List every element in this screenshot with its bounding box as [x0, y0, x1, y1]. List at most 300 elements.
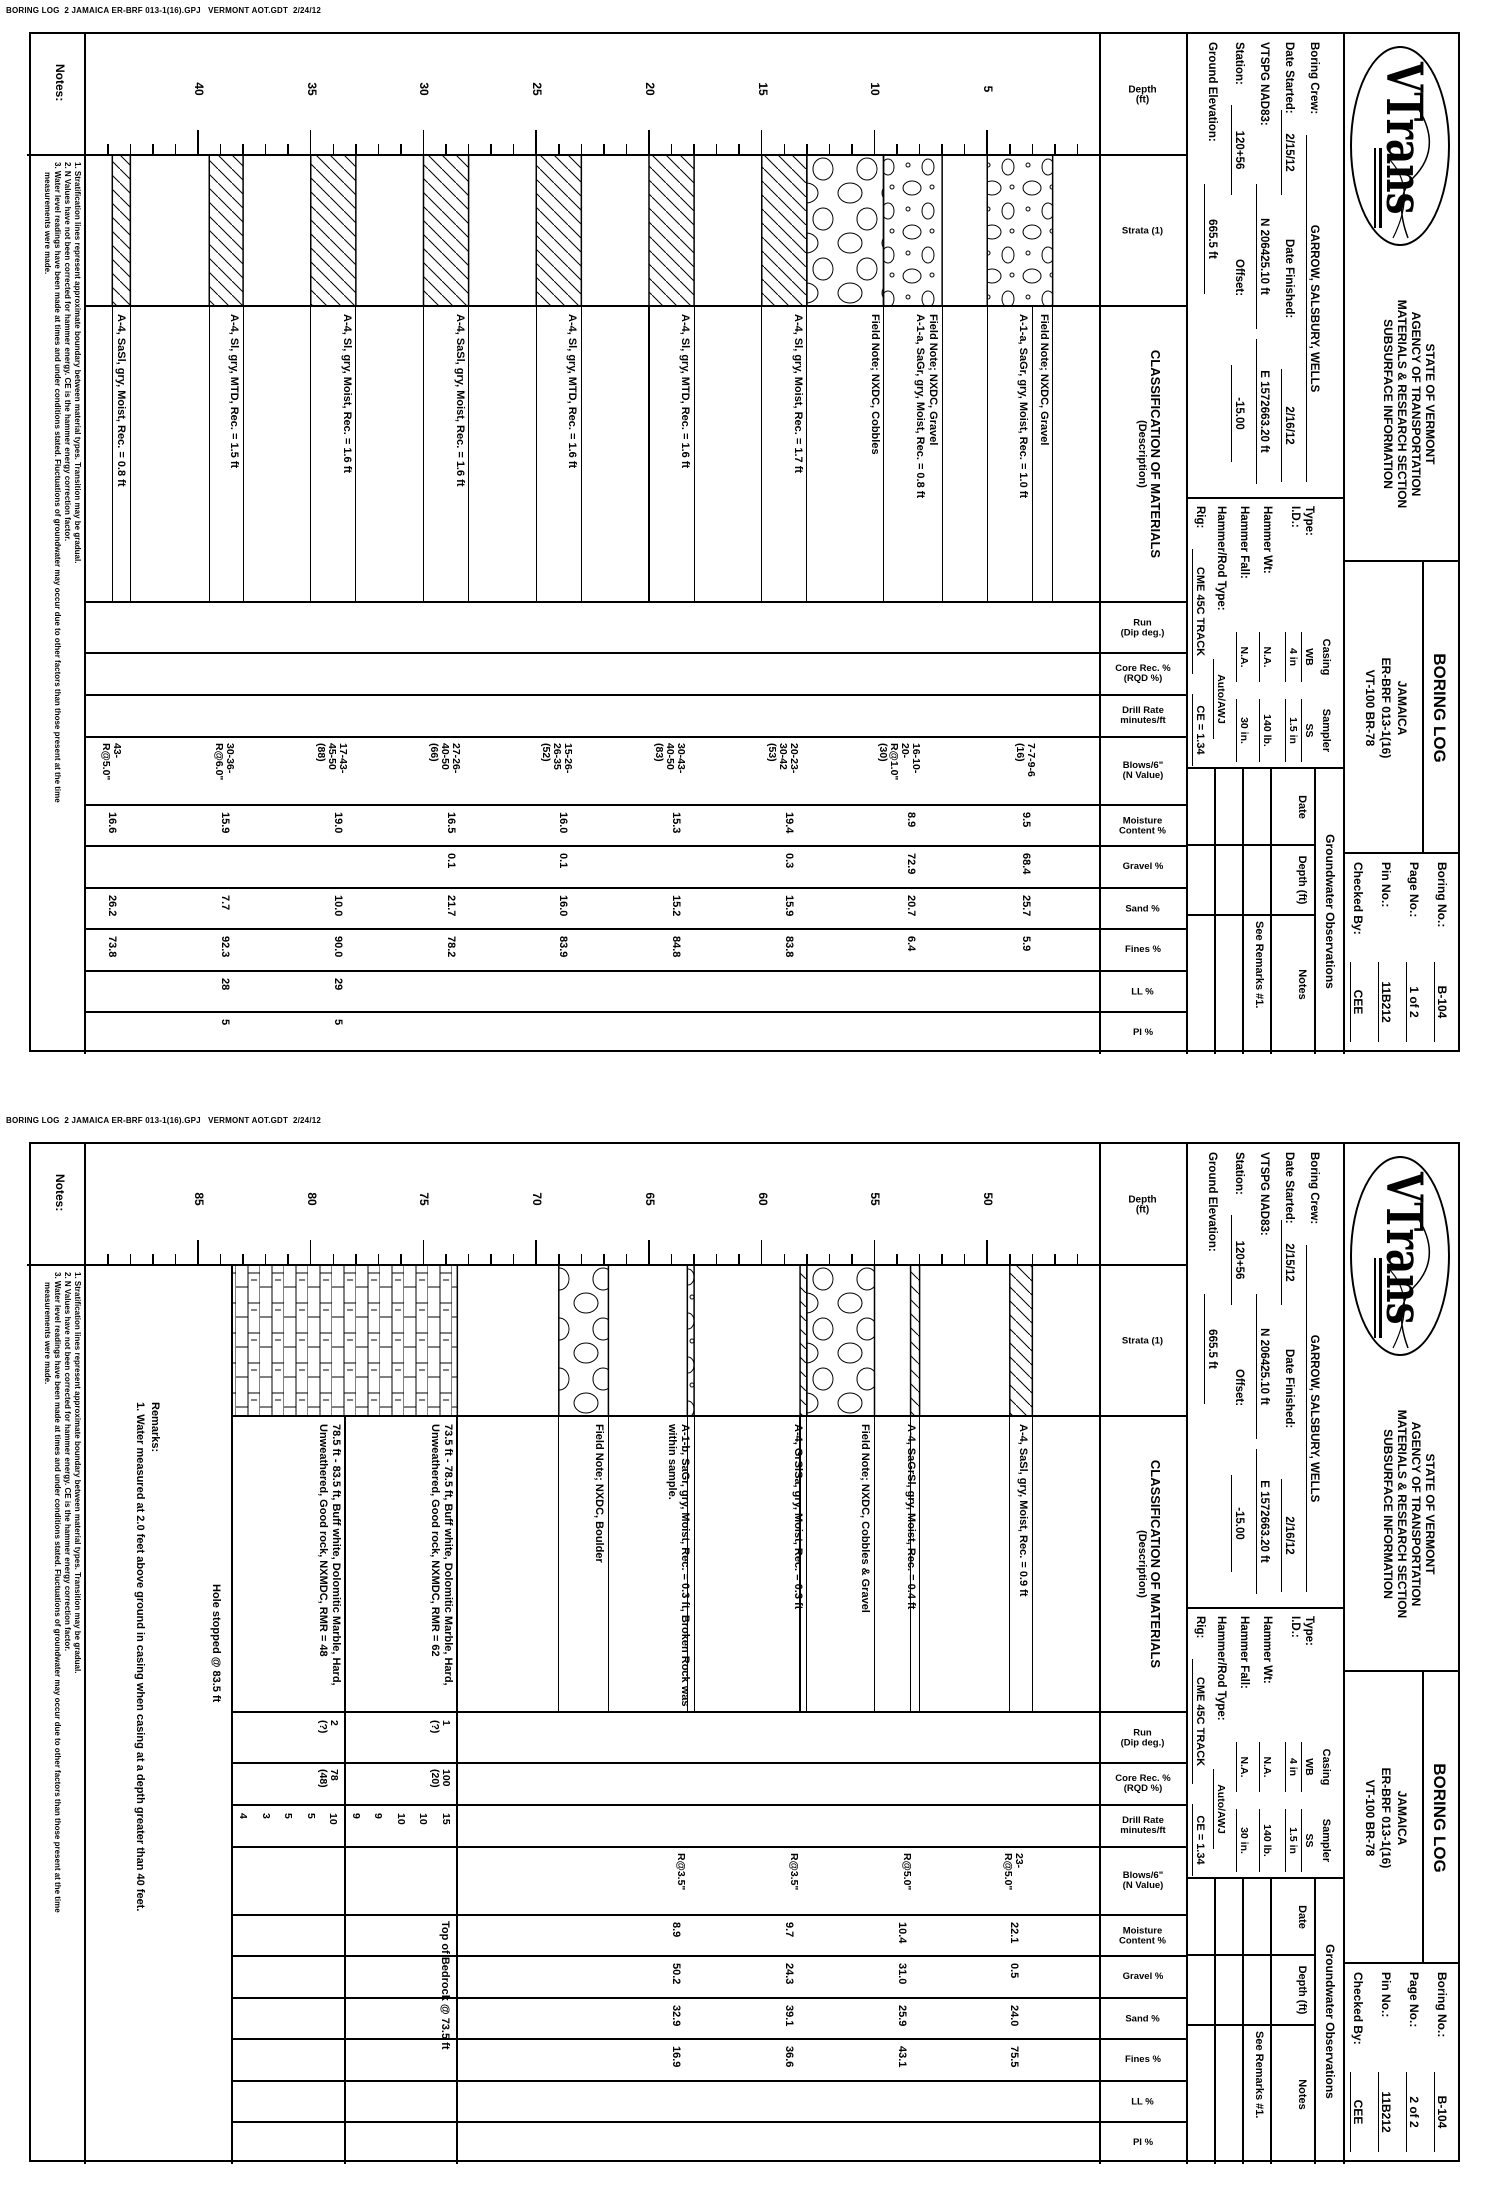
run-number: [317, 1720, 339, 1733]
material-description: [665, 1424, 691, 1707]
depth-tick-minor: [671, 144, 673, 155]
moisture-value: 22.1: [1008, 1922, 1021, 1944]
project-line: VT-100 BR-78: [1363, 1779, 1377, 1857]
rule-line: [355, 306, 356, 602]
depth-label: 75: [417, 1192, 432, 1206]
depth-tick-major: [648, 130, 650, 155]
groundwater-column-header: Depth (ft): [1296, 1965, 1308, 2015]
note-line: 3. Water level readings have been made at times and under conditions stated. Fluctuations of groundwater may occur due to other factors than those present at the time: [53, 162, 62, 803]
boring-id-value: CEE: [1350, 962, 1364, 1042]
blow-counts: [675, 1853, 686, 1890]
groundwater-title: Groundwater Observations: [1323, 1944, 1337, 2099]
strata-cobbles: [807, 155, 884, 306]
depth-tick-minor: [671, 1254, 673, 1265]
info-value: GARROW, SALSBURY, WELLS: [1306, 135, 1320, 482]
equipment-label: Hammer/Rod Type:: [1215, 1616, 1227, 1721]
boring-id-label: Checked By:: [1351, 1972, 1365, 2045]
material-description: [114, 314, 127, 487]
drill-rate-value: 10: [327, 1813, 340, 1825]
sand-value: 20.7: [904, 895, 917, 917]
blow-counts: [901, 1853, 912, 1890]
boring-id-value: 11B212: [1378, 2072, 1392, 2152]
sand-value: 32.9: [670, 2005, 683, 2027]
core-recovery: [429, 1769, 451, 1788]
column-header-fines: [1100, 2039, 1186, 2081]
rule-line: [85, 1011, 1100, 1013]
vtrans-logo: [1350, 46, 1450, 246]
column-header-label: minutes/ft: [1120, 1825, 1166, 1836]
ce-value: CE = 1.34: [1192, 1804, 1206, 1876]
column-header-classification: (Description): [1136, 1530, 1148, 1598]
depth-tick-minor: [738, 1254, 740, 1265]
drill-rate-value: 10: [394, 1813, 407, 1825]
strata-column-graphic: [85, 155, 1100, 306]
info-label: Boring Crew:: [1308, 42, 1320, 115]
rule-line: [694, 306, 695, 602]
description-line: A-4, SaSl, gry, Moist, Rec. = 1.6 ft: [453, 314, 466, 487]
rule-line: [608, 1416, 609, 1712]
depth-tick-minor: [851, 1254, 853, 1265]
blow-counts: [100, 743, 122, 780]
column-header-label: Content %: [1119, 824, 1167, 836]
rule-line: [1009, 1416, 1010, 1712]
depth-tick-minor: [152, 1254, 154, 1265]
strata-cobbles: [807, 1265, 875, 1416]
casing-value: 4 in: [1285, 1742, 1299, 1792]
column-header-drill: [1100, 695, 1186, 737]
drill-rate-value: 15: [440, 1813, 453, 1825]
blow-counts: [213, 743, 235, 780]
rule-line: [232, 1762, 1100, 1764]
rule-line: [232, 2121, 1100, 2123]
logo-text: VTrans: [1375, 62, 1434, 215]
blow-count-line: 23-: [1013, 1853, 1026, 1869]
hammer-rod-type-value: Auto/AWJ: [1213, 1769, 1227, 1849]
equipment-label: Hammer/Rod Type:: [1215, 506, 1227, 611]
column-header-classification: CLASSIFICATION OF MATERIALS: [1148, 349, 1163, 559]
casing-value: N.A.: [1259, 632, 1273, 682]
agency-line: MATERIALS & RESEARCH SECTION: [1395, 1409, 1409, 1619]
fines-value: 84.8: [670, 936, 683, 958]
depth-tick-minor: [490, 144, 492, 155]
groundwater-block: [1186, 1879, 1343, 2164]
depth-tick-minor: [513, 1254, 515, 1265]
core-line: (48): [316, 1769, 329, 1788]
gravel-value: 31.0: [895, 1963, 908, 1985]
info-label: VTSPG NAD83:: [1258, 1152, 1270, 1236]
sand-value: 26.2: [106, 895, 119, 917]
depth-tick-minor: [941, 1254, 943, 1265]
depth-tick-major: [874, 1240, 876, 1265]
depth-tick-major: [310, 130, 312, 155]
gravel-value: 0.1: [557, 853, 570, 869]
strata-column-graphic: [85, 1265, 1100, 1416]
column-header-label: Sand %: [1125, 2012, 1161, 2024]
rule-line: [558, 1416, 559, 1712]
column-header-depth: [1100, 1144, 1186, 1265]
depth-tick-minor: [1032, 144, 1034, 155]
boring-log-title: BORING LOG: [1430, 1763, 1449, 1873]
depth-label: 60: [755, 1192, 770, 1206]
description-line: A-4, Sl, gry, Moist, Rec. = 1.6 ft: [340, 314, 353, 474]
file-caption: BORING LOG 2 JAMAICA ER-BRF 013-1(16).GPJ VERMONT AOT.GDT 2/24/12: [6, 1116, 322, 1125]
boring-id-label: Page No.:: [1407, 862, 1421, 918]
depth-label: 35: [304, 82, 319, 96]
depth-tick-minor: [1009, 144, 1011, 155]
gravel-value: 0.3: [782, 853, 795, 869]
depth-tick-minor: [445, 1254, 447, 1265]
blow-counts: [653, 743, 686, 773]
moisture-value: 15.3: [670, 812, 683, 834]
depth-label: 15: [755, 82, 770, 96]
description-line: Unweathered, Good rock, NXMDC, RMR = 62: [429, 1424, 442, 1657]
rule-line: [1242, 769, 1244, 1054]
rule-line: [694, 1416, 695, 1712]
agency-line: AGENCY OF TRANSPORTATION: [1409, 311, 1423, 497]
boring-id-value: 2 of 2: [1406, 2072, 1420, 2152]
rule-line: [1032, 306, 1033, 602]
depth-tick-minor: [829, 1254, 831, 1265]
rule-line: [648, 306, 649, 602]
blow-count-line: 17-43-: [336, 743, 349, 774]
casing-value: 4 in: [1285, 632, 1299, 682]
equipment-label: Type:: [1303, 1616, 1315, 1646]
depth-label: 55: [868, 1192, 883, 1206]
depth-tick-minor: [693, 144, 695, 155]
column-header-sand: [1100, 1998, 1186, 2039]
blow-count-line: R@3.5": [787, 1853, 800, 1891]
info-value: N 206425.10 ft: [1256, 184, 1270, 329]
blow-count-line: 26-35: [551, 743, 564, 770]
info-value: -15.00: [1231, 365, 1245, 462]
depth-label: 20: [643, 82, 657, 96]
column-header-label: Fines %: [1125, 2054, 1161, 2065]
column-header-run: [1100, 602, 1186, 653]
column-header-classification: CLASSIFICATION OF MATERIALS: [1148, 1459, 1163, 1669]
project-line: ER-BRF 013-1(16): [1379, 1767, 1393, 1869]
depth-tick-minor: [603, 1254, 605, 1265]
ll-value: 29: [331, 978, 344, 991]
gravel-value: 24.3: [782, 1963, 795, 1985]
project-line: JAMAICA: [1395, 680, 1409, 736]
moisture-value: 8.9: [670, 1922, 683, 1938]
column-header-core: [1100, 1763, 1186, 1805]
fines-value: 90.0: [331, 936, 344, 958]
material-description: [859, 1424, 872, 1613]
column-header-drill: [1100, 1805, 1186, 1847]
blow-count-line: 16-10-: [909, 743, 922, 774]
drill-rate-value: 4: [237, 1813, 250, 1819]
column-header-core: [1100, 653, 1186, 695]
depth-tick-major: [536, 130, 538, 155]
blow-count-line: (66): [427, 743, 440, 762]
sand-value: 10.0: [331, 895, 344, 917]
material-description: [227, 314, 240, 468]
column-header-ll: [1100, 971, 1186, 1012]
column-header-strata: [1100, 155, 1186, 306]
agency-line: STATE OF VERMONT: [1423, 343, 1437, 465]
depth-tick-minor: [220, 1254, 222, 1265]
rule-line: [84, 1144, 87, 2164]
material-description: [1016, 314, 1029, 498]
depth-tick-minor: [784, 144, 786, 155]
info-value: GARROW, SALSBURY, WELLS: [1306, 1245, 1320, 1592]
depth-tick-minor: [107, 144, 109, 155]
rule-line: [232, 1846, 1100, 1848]
boring-id-label: Pin No.:: [1379, 862, 1393, 908]
column-header-label: (RQD %): [1123, 673, 1163, 684]
description-line: Field Note; NXDC, Gravel: [1037, 314, 1050, 446]
moisture-value: 10.4: [895, 1922, 908, 1944]
column-header-run: [1100, 1712, 1186, 1763]
column-header-label: (RQD %): [1123, 1783, 1163, 1794]
column-header-fines: [1100, 929, 1186, 971]
description-line: A-4, Sl, gry, MTD, Rec. = 1.6 ft: [566, 314, 579, 469]
sampler-value: 30 in.: [1236, 699, 1250, 762]
column-header-label: (N Value): [1122, 770, 1164, 781]
strata-silt: [800, 1265, 807, 1416]
depth-tick-major: [310, 1240, 312, 1265]
sand-value: 25.7: [1019, 895, 1032, 917]
depth-tick-minor: [130, 1254, 132, 1265]
column-header-label: Core Rec. %: [1115, 1773, 1171, 1784]
blow-count-line: 20-23-: [787, 743, 800, 774]
info-value: 2/16/12: [1281, 1479, 1295, 1592]
column-header-label: Gravel %: [1122, 861, 1164, 872]
equipment-label: Hammer Wt:: [1261, 1616, 1273, 1684]
drill-rate-value: 5: [282, 1813, 295, 1819]
gravel-value: 72.9: [904, 853, 917, 875]
rig-value: CME 45C TRACK: [1192, 1659, 1206, 1784]
blow-count-line: R@5.0": [100, 743, 113, 781]
info-value: -15.00: [1231, 1475, 1245, 1572]
blow-counts: [428, 743, 461, 773]
depth-tick-minor: [716, 144, 718, 155]
rule-line: [874, 1416, 875, 1712]
column-header-label: (ft): [1136, 93, 1150, 105]
info-label: Date Finished:: [1283, 239, 1295, 319]
depth-tick-minor: [558, 1254, 560, 1265]
info-value: 120+56: [1231, 1215, 1245, 1305]
blow-count-line: (52): [540, 743, 553, 762]
info-label: Date Started:: [1283, 42, 1295, 114]
moisture-value: 15.9: [219, 812, 232, 834]
column-header-label: PI %: [1132, 2137, 1154, 2148]
strata-gravel: [987, 155, 1052, 306]
strata-silt: [112, 155, 130, 306]
blow-count-line: 45-50: [325, 743, 338, 770]
strata-silt: [311, 155, 356, 306]
boring-log-page-1: [29, 32, 1460, 1052]
info-value: 120+56: [1231, 105, 1245, 195]
column-header-label: Run: [1133, 616, 1153, 628]
ce-value: CE = 1.34: [1192, 694, 1206, 766]
pi-value: 5: [331, 1019, 344, 1026]
rule-line: [806, 306, 807, 602]
depth-tick-minor: [784, 1254, 786, 1265]
column-header-sand: [1100, 888, 1186, 929]
blow-count-line: R@6.0": [213, 743, 226, 781]
rule-line: [85, 970, 1100, 972]
boring-id-label: Page No.:: [1407, 1972, 1421, 2028]
boring-id-value: 11B212: [1378, 962, 1392, 1042]
strata-silt: [536, 155, 581, 306]
depth-tick-minor: [1032, 1254, 1034, 1265]
sand-value: 25.9: [895, 2005, 908, 2027]
moisture-value: 9.5: [1019, 812, 1032, 828]
equipment-label: I.D.:: [1289, 506, 1301, 528]
depth-tick-minor: [829, 144, 831, 155]
fines-value: 73.8: [106, 936, 119, 958]
column-header-label: Depth: [1128, 1193, 1158, 1205]
depth-tick-minor: [287, 1254, 289, 1265]
blow-count-line: 40-50: [438, 743, 451, 770]
equipment-label: Hammer Fall:: [1238, 1616, 1250, 1689]
rule-line: [536, 306, 537, 602]
column-header-moisture: [1100, 805, 1186, 846]
agency-line: SUBSURFACE INFORMATION: [1381, 1429, 1395, 1599]
depth-tick-major: [648, 1240, 650, 1265]
strata-silt: [911, 1265, 920, 1416]
notes-text: [42, 162, 82, 803]
rule-line: [310, 306, 311, 602]
note-line: 3. Water level readings have been made at times and under conditions stated. Fluctuations of groundwater may occur due to other factors than those present at the time: [53, 1272, 62, 1913]
core-line: (20): [429, 1769, 442, 1788]
depth-tick-minor: [851, 144, 853, 155]
strata-silt: [424, 155, 469, 306]
description-line: Field Note; NXDC, Gravel: [927, 314, 940, 446]
sand-value: 39.1: [782, 2005, 795, 2027]
depth-tick-minor: [287, 144, 289, 155]
depth-tick-minor: [693, 1254, 695, 1265]
depth-tick-major: [423, 1240, 425, 1265]
rule-line: [27, 154, 85, 156]
boring-id-value: CEE: [1350, 2072, 1364, 2152]
strata-silt: [762, 155, 807, 306]
equipment-label: Type:: [1303, 506, 1315, 536]
fines-value: 16.9: [670, 2046, 683, 2068]
info-label: Ground Elevation:: [1206, 1152, 1218, 1252]
equipment-label: Hammer Wt:: [1261, 506, 1273, 574]
material-description: [428, 1424, 454, 1686]
run-line: 2: [327, 1720, 340, 1726]
rule-line: [27, 1264, 85, 1266]
description-line: A-4, SaSl, gry, Moist, Rec. = 0.8 ft: [115, 314, 128, 487]
moisture-value: 19.4: [782, 812, 795, 834]
remarks: [132, 1402, 162, 1911]
note-line: 1. Stratification lines represent approximate boundary between material types. Transition may be gradual.: [73, 1272, 82, 1674]
description-line: A-1-b, SaGr, gry, Moist, Rec. = 0.3 ft, Broken Rock was: [679, 1424, 692, 1707]
depth-tick-minor: [806, 144, 808, 155]
depth-tick-minor: [130, 144, 132, 155]
depth-label: 65: [643, 1192, 657, 1206]
fines-value: 43.1: [895, 2046, 908, 2068]
depth-label: 85: [192, 1192, 206, 1206]
boring-log-page-2: [29, 1142, 1460, 2162]
casing-value: N.A.: [1259, 1742, 1273, 1792]
depth-tick-minor: [400, 1254, 402, 1265]
casing-value: WB: [1301, 1742, 1315, 1792]
column-header-label: PI %: [1132, 1027, 1154, 1038]
depth-tick-minor: [468, 144, 470, 155]
blow-count-line: 15-26-: [562, 743, 575, 774]
notes-label: Notes:: [53, 1174, 67, 1212]
core-line: 100: [440, 1769, 453, 1787]
column-header-label: Gravel %: [1122, 1971, 1164, 1982]
info-label: Offset:: [1233, 1369, 1245, 1407]
fines-value: 83.9: [557, 936, 570, 958]
column-header-label: Drill Rate: [1122, 1815, 1164, 1826]
strata-silt: [209, 155, 243, 306]
sampler-header: Sampler: [1320, 1818, 1332, 1863]
boring-id-label: Checked By:: [1351, 862, 1365, 935]
column-header-classification: (Description): [1136, 420, 1148, 488]
agency-line: AGENCY OF TRANSPORTATION: [1409, 1421, 1423, 1607]
sand-value: 24.0: [1008, 2005, 1021, 2027]
rule-line: [1242, 1879, 1244, 2164]
depth-tick-major: [987, 1240, 989, 1265]
column-header-blows: [1100, 737, 1186, 805]
moisture-value: 19.0: [331, 812, 344, 834]
casing-value: N.A.: [1236, 1742, 1250, 1792]
depth-tick-minor: [558, 144, 560, 155]
column-header-label: (ft): [1136, 1203, 1150, 1215]
groundwater-cell: See Remarks #1.: [1253, 921, 1265, 1009]
rule-line: [456, 1416, 458, 2164]
column-header-label: Drill Rate: [1122, 705, 1164, 716]
moisture-value: 8.9: [904, 812, 917, 828]
rule-line: [232, 1804, 1100, 1806]
pi-value: 5: [219, 1019, 232, 1026]
rule-line: [1270, 769, 1272, 1054]
depth-tick-minor: [941, 144, 943, 155]
depth-tick-minor: [896, 144, 898, 155]
column-header-label: Run: [1133, 1726, 1153, 1738]
equipment-label: Rig:: [1194, 1616, 1206, 1639]
sampler-value: 1.5 in: [1285, 699, 1299, 762]
note-line: measurements were made.: [43, 1282, 52, 1385]
info-value: 2/15/12: [1281, 110, 1295, 195]
column-header-label: Moisture: [1123, 1924, 1163, 1936]
depth-tick-minor: [1077, 1254, 1079, 1265]
depth-tick-minor: [1054, 144, 1056, 155]
fines-value: 75.5: [1008, 2046, 1021, 2068]
description-line: 73.5 ft - 78.5 ft, Buff white, Dolomitic Marble, Hard,: [442, 1424, 455, 1686]
column-header-label: (Dip deg.): [1121, 1736, 1165, 1748]
rule-line: [85, 694, 1100, 696]
rule-line: [919, 1416, 920, 1712]
column-header-ll: [1100, 2081, 1186, 2122]
depth-label: 80: [304, 1192, 319, 1206]
gravel-value: 68.4: [1019, 853, 1032, 875]
column-header-label: Moisture: [1123, 814, 1163, 826]
run-number: [429, 1720, 451, 1733]
column-header-label: LL %: [1131, 2095, 1155, 2107]
column-header-label: Core Rec. %: [1115, 663, 1171, 674]
blow-count-line: R@1.0": [887, 743, 900, 781]
sand-value: 15.2: [670, 895, 683, 917]
boring-id-value: B-104: [1434, 2072, 1448, 2152]
rig-value: CME 45C TRACK: [1192, 549, 1206, 674]
rule-line: [209, 306, 210, 602]
depth-tick-minor: [738, 144, 740, 155]
rule-line: [85, 736, 1100, 738]
rule-line: [232, 1997, 1100, 1999]
blow-count-line: 43-: [111, 743, 124, 759]
depth-label: 40: [192, 82, 206, 96]
boring-id-value: B-104: [1434, 962, 1448, 1042]
depth-tick-minor: [919, 1254, 921, 1265]
